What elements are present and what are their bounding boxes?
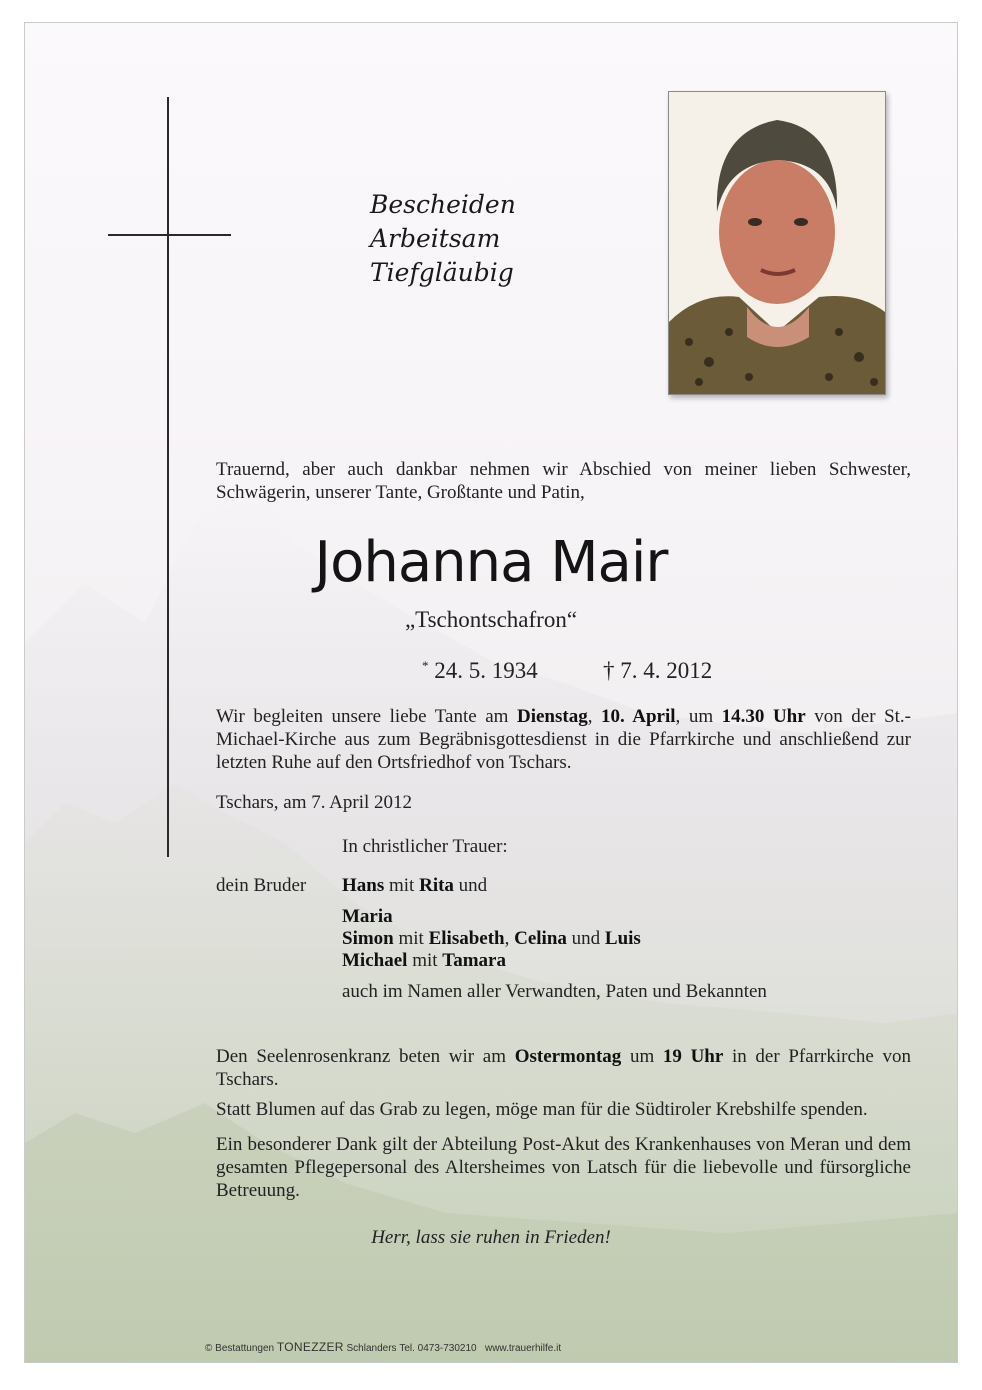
- funeral-text: [216, 705, 911, 774]
- funeral-date: 10. April: [601, 706, 676, 727]
- footer-copyright: © Bestattungen: [205, 1343, 277, 1354]
- rosary-time: 19 Uhr: [662, 1046, 724, 1067]
- deceased-name: Johanna Mair: [314, 530, 668, 595]
- mourner-conj: mit: [384, 875, 420, 896]
- funeral-text-part: ,: [587, 706, 602, 727]
- place-date: Tschars, am 7. April 2012: [216, 792, 413, 813]
- farewell-text: Herr, lass sie ruhen in Frieden!: [371, 1227, 611, 1248]
- funeral-text-part: , um: [675, 706, 722, 727]
- mourner-name: Hans: [342, 875, 385, 896]
- brother-label: dein Bruder: [216, 875, 307, 896]
- mourner-line: auch im Namen aller Verwandten, Paten und Bekannten: [342, 981, 767, 1002]
- flowers-text: Statt Blumen auf das Grab zu legen, möge man für die Südtiroler Krebshilfe spenden.: [216, 1099, 868, 1120]
- motto-line: Arbeitsam: [370, 224, 501, 253]
- mourner-line: [342, 928, 641, 950]
- rosary-text-part: in der Pfarrkirche von Tschars.: [216, 1046, 911, 1090]
- mourner-line: [342, 906, 393, 928]
- footer-phone: Tel. 0473-730210: [399, 1343, 477, 1354]
- rosary-text-part: Den Seelenrosenkranz beten wir am: [216, 1046, 515, 1067]
- mourner-name: Michael: [342, 950, 408, 971]
- funeral-text-part: Wir begleiten unsere liebe Tante am: [216, 706, 517, 727]
- intro-text: Trauernd, aber auch dankbar nehmen wir Abschied von meiner lieben Schwester, Schwägerin, unserer Tante, Großtante und Patin,: [216, 459, 911, 503]
- thanks-text: Ein besonderer Dank gilt der Abteilung Post-Akut des Krankenhauses von Meran und dem gesamten Pflegepersonal des Altersheimes von Latsch für die liebevolle und fürsorgliche Betreuung.: [216, 1134, 911, 1201]
- nickname: „Tschontschafron“: [404, 607, 578, 632]
- motto: [370, 188, 516, 290]
- mourner-name: Celina: [514, 928, 567, 949]
- mourner-name: Tamara: [442, 950, 506, 971]
- mourner-name: Rita: [419, 875, 454, 896]
- footer: [205, 1340, 561, 1354]
- birth-date-value: 24. 5. 1934: [434, 658, 538, 683]
- funeral-day: Dienstag: [516, 706, 588, 727]
- cross-vertical-bar: [167, 97, 169, 857]
- mourner-name: Luis: [604, 928, 641, 949]
- mourner-line: [342, 950, 506, 972]
- mourner-name: Elisabeth: [428, 928, 505, 949]
- funeral-text-part: von der St.-Michael-Kirche aus zum Begräbnisgottesdienst in die Pfarrkirche und anschließend zur letzten Ruhe auf den Ortsfriedhof von Tschars.: [216, 706, 912, 773]
- birth-date: [422, 658, 538, 684]
- mourner-conj: ,: [504, 928, 515, 949]
- mourner-name: Simon: [342, 928, 394, 949]
- mourner-line: [342, 875, 487, 897]
- birth-symbol: *: [422, 658, 429, 673]
- mourner-conj: und: [453, 875, 488, 896]
- footer-town: Schlanders: [343, 1343, 397, 1354]
- cross-horizontal-bar: [108, 234, 231, 236]
- footer-brand: TONEZZER: [276, 1340, 344, 1354]
- motto-line: Bescheiden: [370, 190, 516, 219]
- portrait-photo: [668, 91, 886, 395]
- funeral-time: 14.30 Uhr: [721, 706, 806, 727]
- footer-web: www.trauerhilfe.it: [484, 1343, 562, 1354]
- mourner-name: Maria: [342, 906, 393, 927]
- mourner-conj: und: [566, 928, 605, 949]
- mourner-conj: mit: [407, 950, 443, 971]
- rosary-text-part: um: [621, 1046, 663, 1067]
- death-date: † 7. 4. 2012: [603, 658, 713, 683]
- rosary-day: Ostermontag: [514, 1046, 622, 1067]
- mourner-conj: mit: [393, 928, 429, 949]
- mourning-header: In christlicher Trauer:: [342, 836, 508, 857]
- rosary-text: [216, 1045, 911, 1091]
- motto-line: Tiefgläubig: [370, 258, 514, 287]
